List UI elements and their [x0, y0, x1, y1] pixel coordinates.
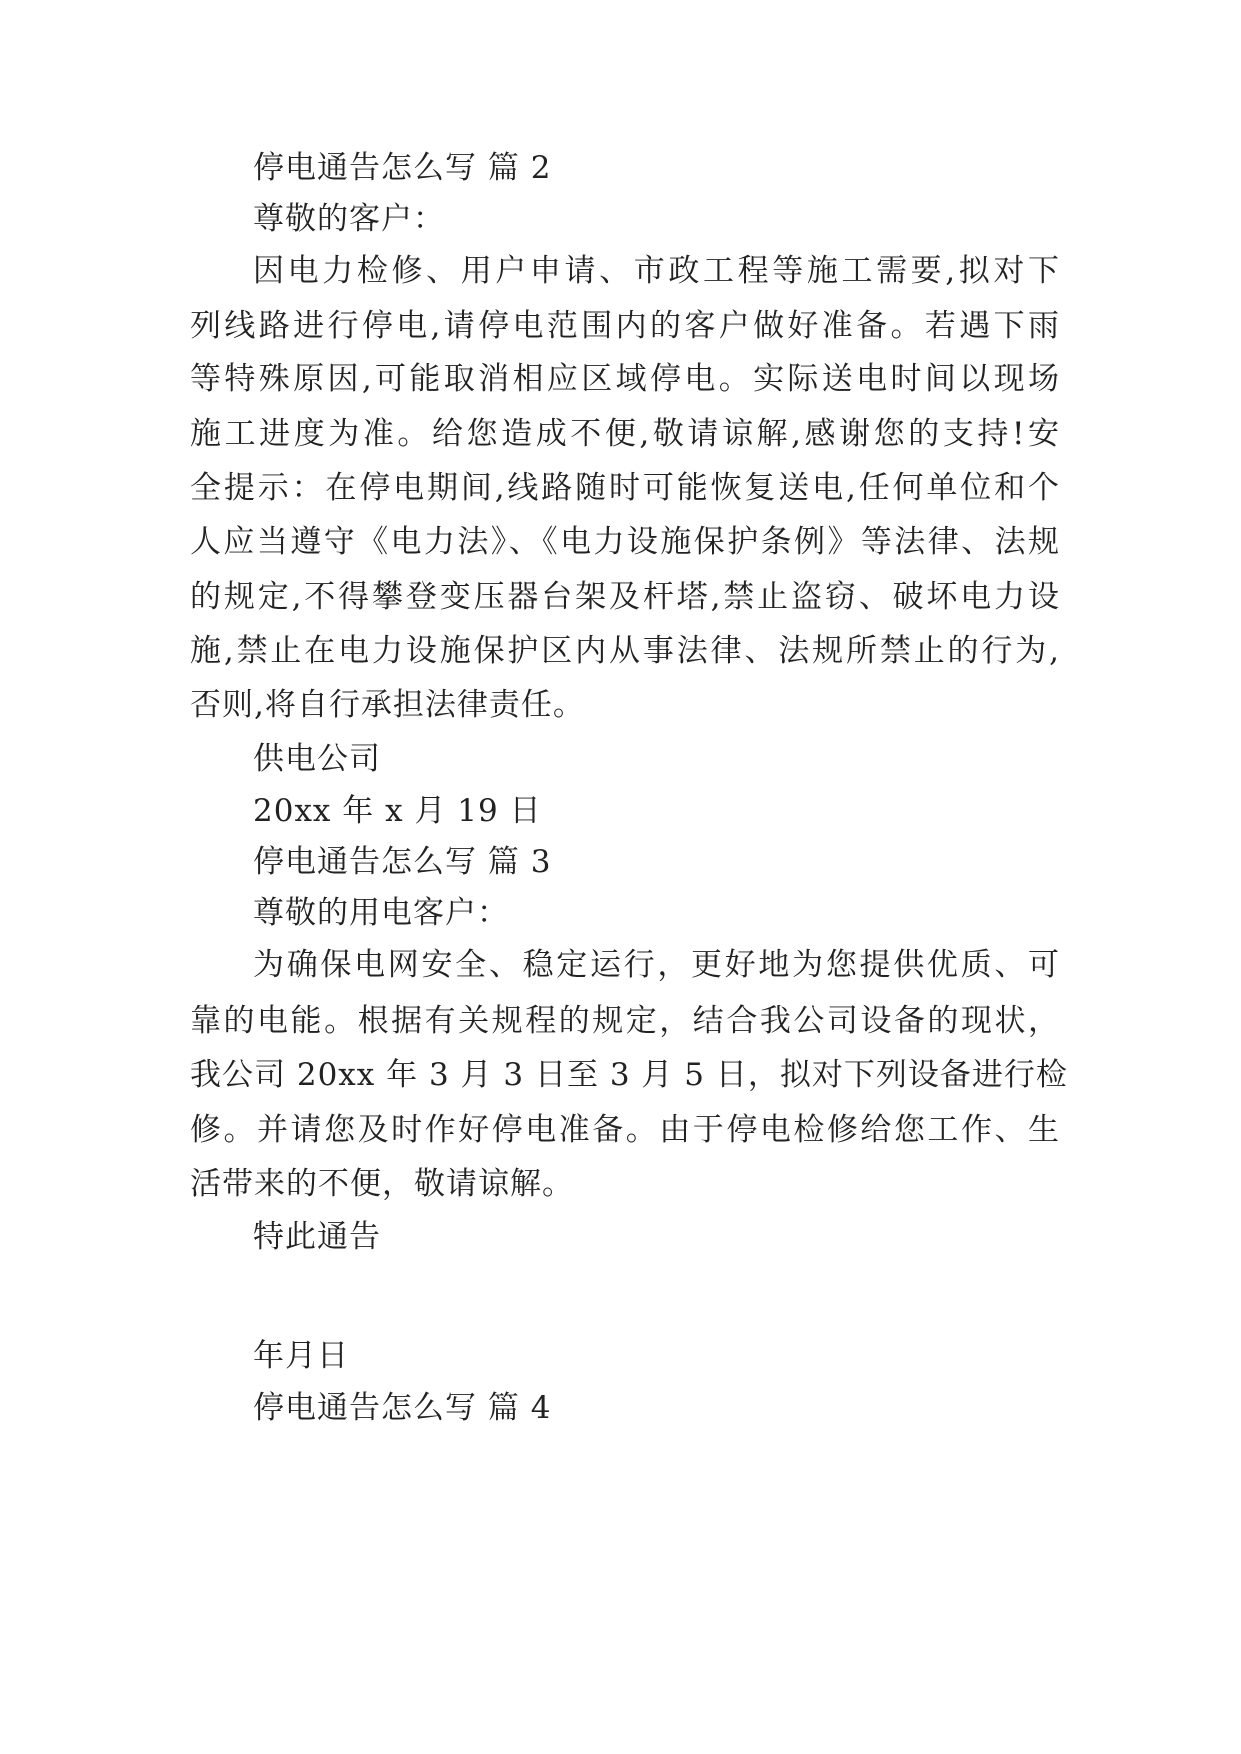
- section-3-date: 年月日: [253, 1338, 349, 1374]
- section-3-paragraph-line: 为确保电网安全、稳定运行，更好地为您提供优质、可: [253, 947, 1060, 983]
- section-2-paragraph-line: 否则,将自行承担法律责任。: [190, 687, 585, 723]
- section-2-paragraph-line: 人应当遵守《电力法》、《电力设施保护条例》等法律、法规: [190, 524, 1060, 560]
- section-2-salutation: 尊敬的客户：: [253, 201, 445, 237]
- section-4-heading: 停电通告怎么写 篇 4: [253, 1390, 552, 1426]
- section-2-signature: 供电公司: [253, 741, 381, 777]
- section-2-paragraph-line: 施,禁止在电力设施保护区内从事法律、法规所禁止的行为,: [190, 633, 1060, 669]
- section-2-paragraph-line: 等特殊原因,可能取消相应区域停电。实际送电时间以现场: [190, 361, 1060, 397]
- section-3-paragraph-line: 靠的电能。根据有关规程的规定，结合我公司设备的现状，: [190, 1003, 1060, 1039]
- section-2-paragraph-line: 因电力检修、用户申请、市政工程等施工需要,拟对下: [253, 253, 1060, 289]
- section-2-paragraph-line: 的规定,不得攀登变压器台架及杆塔,禁止盗窃、破坏电力设: [190, 579, 1060, 615]
- section-3-closing: 特此通告: [253, 1219, 381, 1255]
- section-3-paragraph-line: 我公司 20xx 年 3 月 3 日至 3 月 5 日，拟对下列设备进行检: [190, 1057, 1068, 1093]
- section-2-paragraph-line: 全提示：在停电期间,线路随时可能恢复送电,任何单位和个: [190, 470, 1060, 506]
- section-2-date: 20xx 年 x 月 19 日: [253, 793, 542, 829]
- section-3-paragraph-line: 修。并请您及时作好停电准备。由于停电检修给您工作、生: [190, 1112, 1060, 1148]
- section-2-paragraph-line: 列线路进行停电,请停电范围内的客户做好准备。若遇下雨: [190, 308, 1060, 344]
- section-3-salutation: 尊敬的用电客户：: [253, 895, 509, 931]
- section-2-heading: 停电通告怎么写 篇 2: [253, 150, 552, 186]
- section-3-paragraph-line: 活带来的不便，敬请谅解。: [190, 1166, 574, 1202]
- section-2-paragraph-line: 施工进度为准。给您造成不便,敬请谅解,感谢您的支持!安: [190, 416, 1060, 452]
- section-3-heading: 停电通告怎么写 篇 3: [253, 844, 552, 880]
